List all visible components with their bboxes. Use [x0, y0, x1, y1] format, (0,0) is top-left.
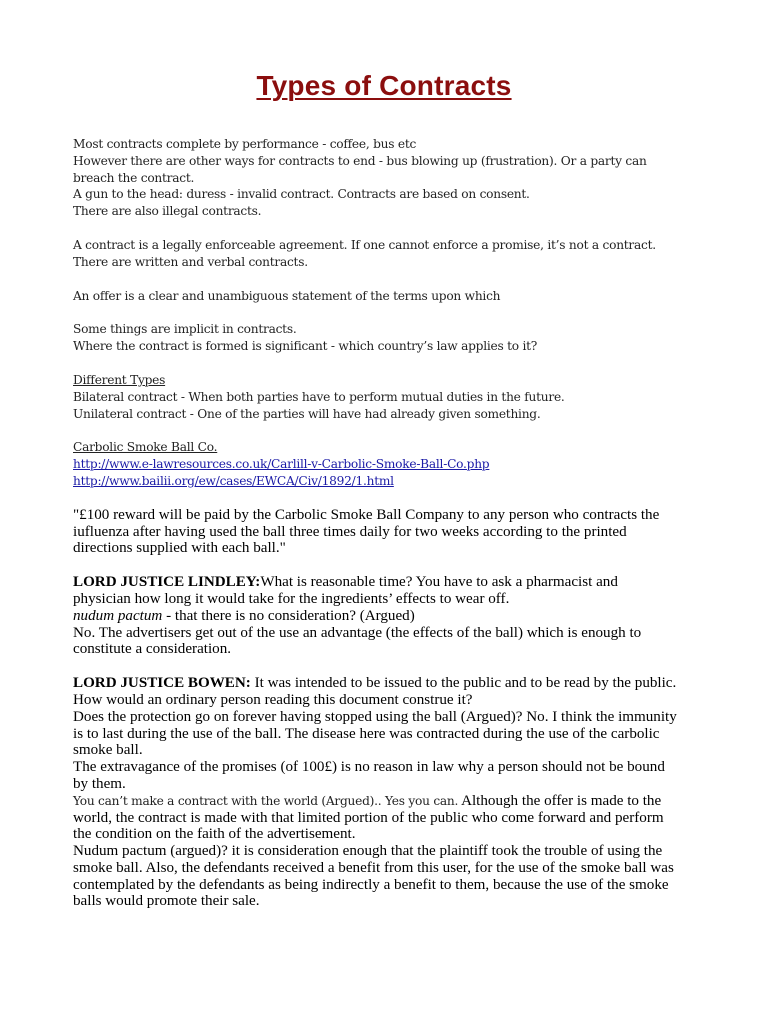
types-line: Unilateral contract - One of the parties will have had already given something. [73, 406, 541, 421]
case-heading: Carbolic Smoke Ball Co. [73, 440, 218, 455]
intro-line: There are also illegal contracts. [73, 204, 262, 219]
intro-line: However there are other ways for contracts to end - bus blowing up (frustration). Or a party can [73, 153, 647, 168]
bowen-line: world, the contract is made with that limited portion of the public who come forward and perform [73, 809, 664, 826]
quote-line: "£100 reward will be paid by the Carbolic Smoke Ball Company to any person who contracts the [73, 506, 660, 523]
implicit-line: Some things are implicit in contracts. [73, 322, 297, 337]
document-title: Types of Contracts [256, 70, 512, 101]
lindley-paragraph [73, 574, 713, 658]
case-section [73, 439, 713, 489]
quote-paragraph [73, 507, 713, 557]
bowen-line: smoke ball. Also, the defendants received a benefit from this user, for the use of the smoke ball was [73, 859, 674, 876]
definition-line: There are written and verbal contracts. [73, 254, 308, 269]
lindley-first-line [73, 574, 713, 591]
bowen-line: balls would promote their sale. [73, 893, 260, 910]
document-body [73, 136, 713, 927]
lindley-first-text: What is reasonable time? You have to ask a pharmacist and [260, 574, 618, 591]
lindley-line: physician how long it would take for the ingredients’ effects to wear off. [73, 590, 510, 607]
quote-line: iufluenza after having used the ball three times daily for two weeks according to the printed [73, 523, 627, 540]
quote-line: directions supplied with each ball." [73, 540, 286, 557]
bowen-line: by them. [73, 775, 126, 792]
case-link-bailii[interactable]: http://www.bailii.org/ew/cases/EWCA/Civ/1892/1.html [73, 473, 394, 488]
types-section [73, 372, 713, 422]
bowen-line: How would an ordinary person reading this document construe it? [73, 691, 473, 708]
bowen-line: contemplated by the defendants as being indirectly a benefit to them, because the use of the smoke [73, 876, 669, 893]
bowen-first-line [73, 675, 713, 692]
offer-line: An offer is a clear and unambiguous statement of the terms upon which [73, 288, 501, 303]
lindley-line: No. The advertisers get out of the use an advantage (the effects of the ball) which is enough to [73, 624, 642, 641]
bowen-line: The extravagance of the promises (of 100£) is no reason in law why a person should not be bound [73, 759, 665, 776]
types-heading: Different Types [73, 372, 166, 387]
intro-line: Most contracts complete by performance - coffee, bus etc [73, 137, 417, 151]
bowen-world-argued: You can’t make a contract with the world (Argued).. Yes you can. [73, 793, 459, 808]
lindley-nudum-line [73, 608, 713, 625]
definition-line: A contract is a legally enforceable agreement. If one cannot enforce a promise, it’s not a contract. [73, 237, 656, 252]
bowen-line: the condition on the faith of the advertisement. [73, 826, 356, 843]
bowen-line: Nudum pactum (argued)? it is consideration enough that the plaintiff took the trouble of using the [73, 843, 663, 860]
nudum-pactum-term: nudum pactum [73, 607, 163, 624]
definition-paragraph [73, 237, 713, 271]
bowen-paragraph [73, 675, 713, 910]
offer-paragraph [73, 288, 713, 305]
intro-paragraph [73, 136, 713, 220]
types-line: Bilateral contract - When both parties have to perform mutual duties in the future. [73, 389, 565, 404]
lindley-line: constitute a consideration. [73, 641, 232, 658]
bowen-world-rest: Although the offer is made to the [458, 792, 662, 809]
bowen-line: smoke ball. [73, 742, 143, 759]
bowen-line: Does the protection go on forever having stopped using the ball (Argued)? No. I think the immunity [73, 708, 677, 725]
implicit-paragraph [73, 321, 713, 355]
intro-line: breach the contract. [73, 170, 195, 185]
case-link-e-lawresources[interactable]: http://www.e-lawresources.co.uk/Carlill-v-Carbolic-Smoke-Ball-Co.php [73, 457, 490, 472]
bowen-label: LORD JUSTICE BOWEN: [73, 675, 251, 692]
bowen-line: is to last during the use of the ball. The disease here was contracted during the use of the carbolic [73, 725, 660, 742]
bowen-world-line [73, 793, 713, 810]
implicit-line: Where the contract is formed is significant - which country’s law applies to it? [73, 339, 538, 354]
lindley-label: LORD JUSTICE LINDLEY: [73, 574, 261, 591]
nudum-pactum-rest: - that there is no consideration? (Argued) [162, 607, 415, 624]
bowen-first-text: It was intended to be issued to the public and to be read by the public. [250, 675, 677, 692]
intro-line: A gun to the head: duress - invalid contract. Contracts are based on consent. [73, 187, 530, 202]
